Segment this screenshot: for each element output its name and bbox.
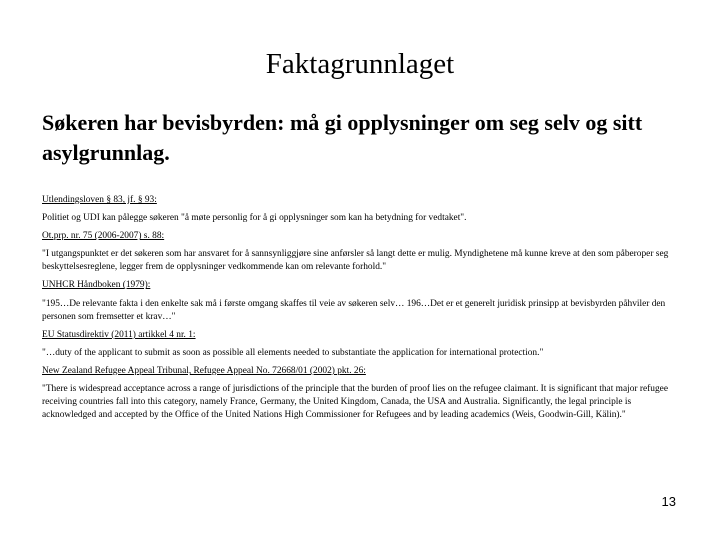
source-quote-nz-tribunal: "There is widespread acceptance across a range of jurisdictions of the principle that the burden of proof lies on the refugee claimant. It is significant that major refugee receiving countries fall into this category, namely France, Germany, the United Kingdom, Canada, the USA and Australia. Significantly, the legal principle is acknowledged and accepted by the Office of the United Nations High Commissioner for Refugees and by leading academics (Weis, Goodwin-Gill, Kälin).": [42, 384, 668, 421]
source-heading-unhcr: UNHCR Håndboken (1979):: [42, 280, 151, 291]
source-quote-unhcr: "195…De relevante fakta i den enkelte sak må i første omgang skaffes til veie av søkeren selv… 196…Det er et generelt juridisk prinsipp at bevisbyrden påhviler den personen som fremsetter et krav…": [42, 298, 666, 322]
source-heading-utlendingsloven: Utlendingsloven § 83, jf. § 93:: [42, 195, 157, 205]
slide-subtitle: Søkeren har bevisbyrden: må gi opplysninger om seg selv og sitt asylgrunnlag.: [42, 110, 643, 165]
source-quote-utlendingsloven: Politiet og UDI kan pålegge søkeren "å møte personlig for å gi opplysninger som kan ha betydning for vedtaket".: [42, 213, 467, 224]
source-heading-otprp: Ot.prp. nr. 75 (2006-2007) s. 88:: [42, 231, 165, 242]
slide-title: Faktagrunnlaget: [265, 48, 455, 80]
source-heading-eu-directive: EU Statusdirektiv (2011) artikkel 4 nr. 1:: [42, 329, 196, 340]
source-quote-eu-directive: "…duty of the applicant to submit as soon as possible all elements needed to substantiate the application for international protection.": [42, 347, 544, 358]
source-quote-otprp: "I utgangspunktet er det søkeren som har ansvaret for å sannsynliggjøre sine anførsler så langt dette er mulig. Myndighetene må kunne kreve at den som påberoper seg beskyttelsesreglene, legger frem de opplysninger vedkommende kan om relevante forhold.": [42, 249, 669, 273]
sources-list: [42, 194, 670, 427]
page-number: 13: [661, 494, 676, 509]
source-heading-nz-tribunal: New Zealand Refugee Appeal Tribunal, Refugee Appeal No. 72668/01 (2002) pkt. 26:: [42, 365, 366, 376]
